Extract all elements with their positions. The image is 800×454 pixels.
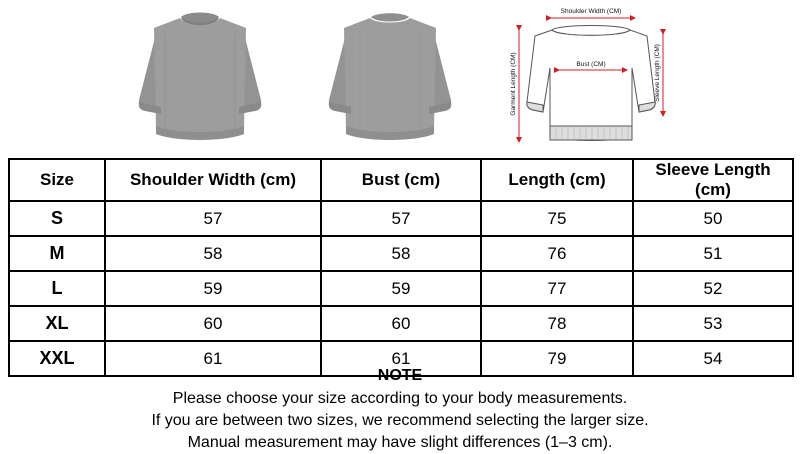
note-line-1: Please choose your size according to your body measurements. — [172, 390, 628, 407]
table-row — [9, 201, 793, 236]
table-header-row — [9, 159, 793, 201]
note-line-2: If you are between two sizes, we recommend selecting the larger size. — [151, 412, 649, 429]
cell-shoulder: 61 — [105, 341, 321, 376]
column-header-shoulder-width: Shoulder Width (cm) — [105, 159, 321, 201]
cell-length: 78 — [481, 306, 633, 341]
cell-shoulder: 60 — [105, 306, 321, 341]
cell-length: 75 — [481, 201, 633, 236]
cell-bust: 57 — [321, 201, 481, 236]
sweater-front-image — [125, 4, 275, 154]
sweater-back-image — [315, 4, 465, 154]
note-title: NOTE — [377, 367, 423, 384]
cell-shoulder: 57 — [105, 201, 321, 236]
size-table-container — [8, 158, 792, 377]
cell-bust: 61 — [321, 341, 481, 376]
diagram-shoulder-label: Shoulder Width (CM) — [560, 8, 622, 15]
table-row — [9, 306, 793, 341]
cell-sleeve: 52 — [633, 271, 793, 306]
diagram-sleeve-length-label: Sleeve Length (CM) — [654, 44, 661, 102]
cell-bust: 60 — [321, 306, 481, 341]
cell-length: 77 — [481, 271, 633, 306]
measurement-diagram — [505, 2, 675, 152]
column-header-bust: Bust (cm) — [321, 159, 481, 201]
cell-length: 76 — [481, 236, 633, 271]
cell-size: L — [9, 271, 105, 306]
column-header-length: Length (cm) — [481, 159, 633, 201]
table-row — [9, 271, 793, 306]
cell-size: XL — [9, 306, 105, 341]
cell-sleeve: 54 — [633, 341, 793, 376]
cell-sleeve: 53 — [633, 306, 793, 341]
column-header-size: Size — [9, 159, 105, 201]
cell-size: M — [9, 236, 105, 271]
cell-length: 79 — [481, 341, 633, 376]
diagram-bust-label: Bust (CM) — [576, 61, 606, 68]
cell-size: S — [9, 201, 105, 236]
table-row — [9, 236, 793, 271]
note-line-3: Manual measurement may have slight differences (1–3 cm). — [187, 434, 613, 451]
column-header-sleeve-length: Sleeve Length (cm) — [633, 159, 793, 201]
size-table — [8, 158, 794, 377]
product-image-strip — [0, 0, 800, 155]
cell-bust: 59 — [321, 271, 481, 306]
cell-sleeve: 50 — [633, 201, 793, 236]
cell-bust: 58 — [321, 236, 481, 271]
cell-size: XXL — [9, 341, 105, 376]
cell-sleeve: 51 — [633, 236, 793, 271]
note-section — [0, 366, 800, 454]
cell-shoulder: 58 — [105, 236, 321, 271]
cell-shoulder: 59 — [105, 271, 321, 306]
diagram-garment-length-label: Garment Length (CM) — [510, 52, 517, 116]
